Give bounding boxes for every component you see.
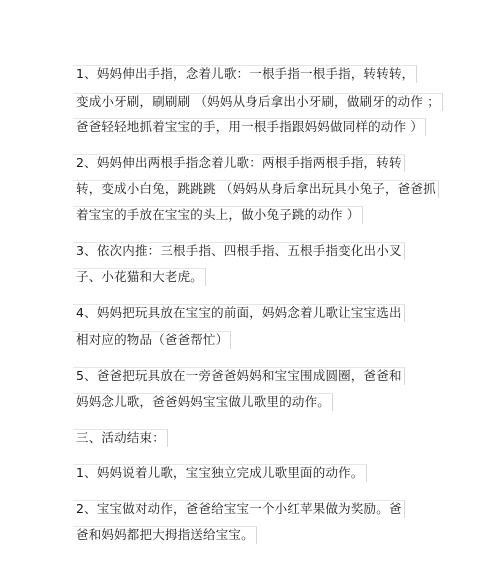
- text-line: [76, 365, 402, 387]
- line-text: 转，变成小白兔，跳跳跳 （妈妈从身后拿出玩具小兔子，爸爸抓: [76, 181, 436, 196]
- text-line: [76, 329, 228, 351]
- line-text: 3、依次内推：三根手指、四根手指、五根手指变化出小叉: [76, 243, 402, 258]
- line-text: 变成小牙刷，刷刷刷 （妈妈从身后拿出小牙刷，做刷牙的动作 ；: [76, 94, 440, 109]
- line-text: 5、爸爸把玩具放在一旁爸爸妈妈和宝宝围成圆圈，爸爸和: [76, 368, 402, 383]
- text-line: [76, 302, 402, 324]
- text-line: [76, 462, 364, 484]
- text-line: [76, 152, 402, 174]
- text-line: [76, 240, 402, 262]
- line-text: 爸爸轻轻地抓着宝宝的手，用一根手指跟妈妈做同样的动作 ）: [76, 119, 424, 134]
- text-line: [76, 524, 254, 546]
- text-line: [76, 63, 414, 85]
- line-text: 子、小花猫和大老虎。: [76, 269, 204, 284]
- text-line: [76, 204, 360, 226]
- line-text: 4、妈妈把玩具放在宝宝的前面，妈妈念着儿歌让宝宝选出: [76, 305, 402, 320]
- section-heading: [76, 427, 165, 449]
- line-text: 爸和妈妈都把大拇指送给宝宝。: [76, 527, 254, 542]
- line-text: 2、妈妈伸出两根手指念着儿歌：两根手指两根手指，转转: [76, 155, 402, 170]
- line-text: 1、妈妈说着儿歌，宝宝独立完成儿歌里面的动作。: [76, 465, 364, 480]
- text-line: [76, 91, 440, 113]
- text-line: [76, 116, 423, 138]
- text-line: [76, 498, 402, 520]
- line-text: 2、宝宝做对动作，爸爸给宝宝一个小红苹果做为奖励。爸: [76, 501, 402, 516]
- line-text: 1、妈妈伸出手指，念着儿歌：一根手指一根手指，转转转，: [76, 66, 415, 81]
- text-line: [76, 178, 436, 200]
- line-text: 相对应的物品（爸爸帮忙）: [76, 332, 229, 347]
- line-text: 着宝宝的手放在宝宝的头上，做小兔子跳的动作 ）: [76, 207, 360, 222]
- text-line: [76, 391, 330, 413]
- text-line: [76, 266, 203, 288]
- heading-text: 三、活动结束：: [76, 430, 165, 445]
- line-text: 妈妈念儿歌，爸爸妈妈宝宝做儿歌里的动作。: [76, 394, 331, 409]
